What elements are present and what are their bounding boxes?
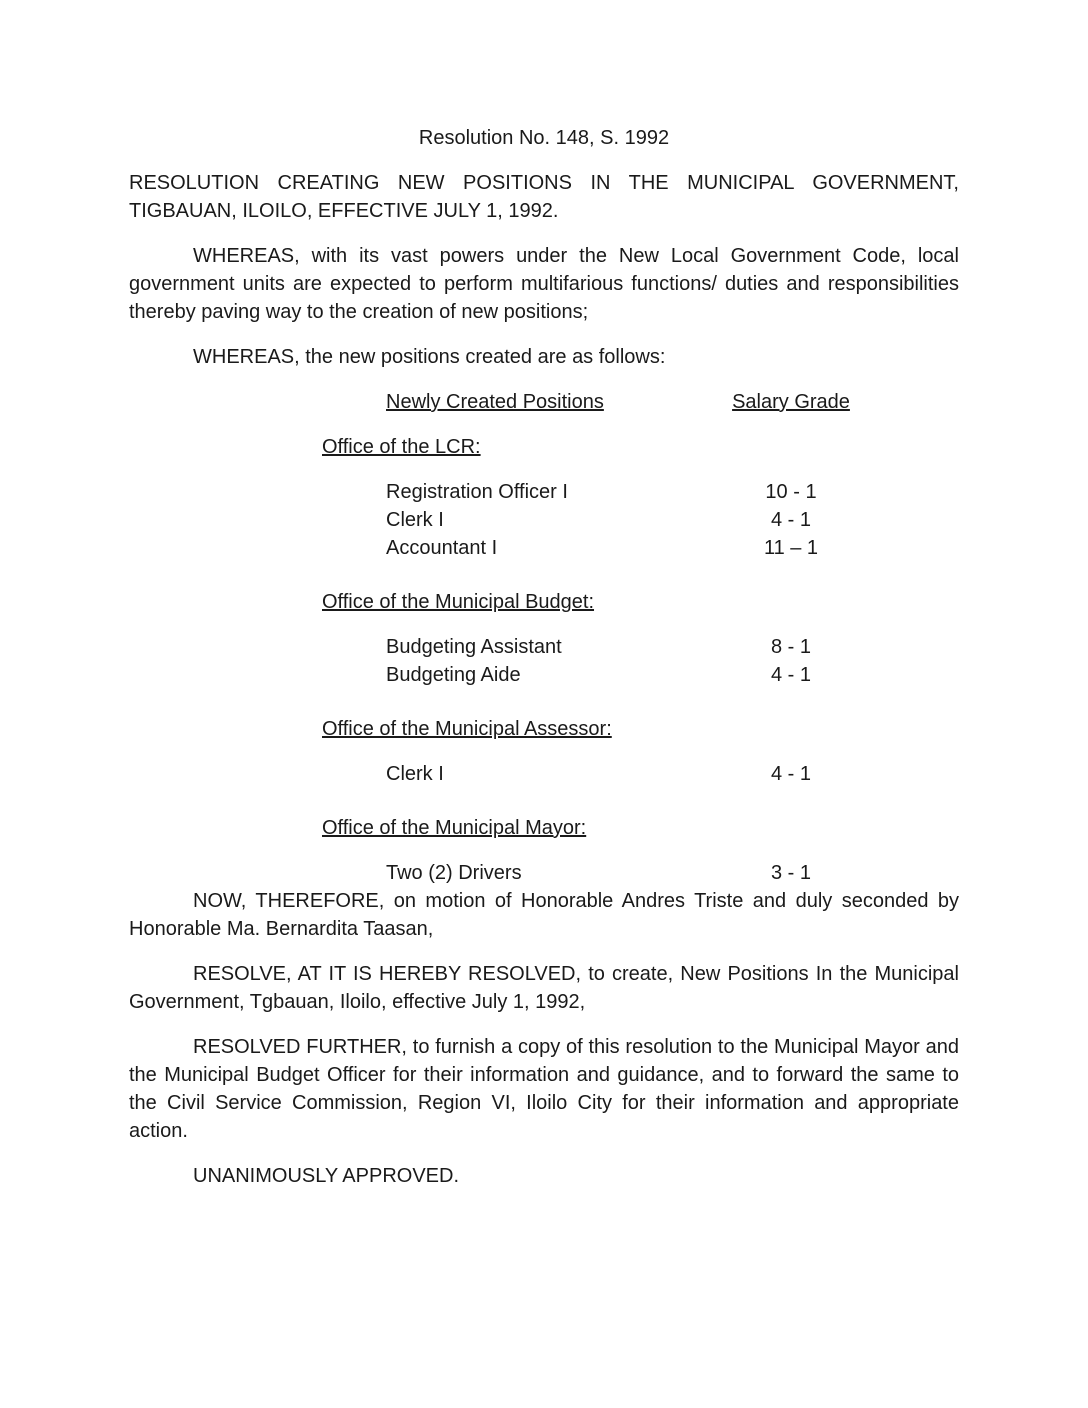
salary-grade: 11 – 1 bbox=[763, 537, 819, 559]
table-row bbox=[129, 534, 959, 562]
office-heading-municipal-budget: Office of the Municipal Budget: bbox=[322, 591, 595, 613]
column-header-salary-grade: Salary Grade bbox=[732, 391, 850, 413]
table-row bbox=[129, 760, 959, 788]
table-header-row bbox=[129, 388, 959, 416]
position-name: Registration Officer I bbox=[386, 481, 568, 503]
salary-grade: 10 - 1 bbox=[765, 481, 817, 503]
column-header-positions: Newly Created Positions bbox=[386, 391, 604, 413]
paragraph-resolved-further: RESOLVED FURTHER, to furnish a copy of this resolution to the Municipal Mayor and the Municipal Budget Officer for their information and guidance, and to forward the same to the Civil Service Commission, Region VI, Iloilo City for their information and appropriate action. bbox=[129, 1036, 959, 1142]
salary-grade: 3 - 1 bbox=[770, 862, 812, 884]
table-row bbox=[129, 633, 959, 661]
paragraph-whereas-powers: WHEREAS, with its vast powers under the New Local Government Code, local government units are expected to perform multifarious functions/ duties and responsibilities thereby paving way to the creation of new positions; bbox=[129, 245, 959, 323]
position-name: Accountant I bbox=[386, 537, 498, 559]
office-heading-municipal-assessor: Office of the Municipal Assessor: bbox=[322, 718, 612, 740]
position-name: Budgeting Aide bbox=[386, 664, 521, 686]
table-row bbox=[129, 478, 959, 506]
office-municipal-assessor-rows bbox=[129, 760, 959, 788]
positions-table bbox=[129, 388, 959, 887]
table-row bbox=[129, 859, 959, 887]
paragraph-whereas-positions: WHEREAS, the new positions created are as follows: bbox=[193, 346, 666, 368]
paragraph-subject: RESOLUTION CREATING NEW POSITIONS IN THE MUNICIPAL GOVERNMENT, TIGBAUAN, ILOILO, EFFECTIVE JULY 1, 1992. bbox=[129, 172, 959, 222]
paragraph-resolve: RESOLVE, AT IT IS HEREBY RESOLVED, to create, New Positions In the Municipal Government, Tgbauan, Iloilo, effective July 1, 1992, bbox=[129, 963, 959, 1013]
salary-grade: 8 - 1 bbox=[770, 636, 812, 658]
office-lcr-rows bbox=[129, 478, 959, 562]
office-heading-municipal-mayor: Office of the Municipal Mayor: bbox=[322, 817, 587, 839]
salary-grade: 4 - 1 bbox=[770, 664, 812, 686]
position-name: Clerk I bbox=[386, 763, 444, 785]
paragraph-now-therefore: NOW, THEREFORE, on motion of Honorable Andres Triste and duly seconded by Honorable Ma. Bernardita Taasan, bbox=[129, 890, 959, 940]
paragraph-approval: UNANIMOUSLY APPROVED. bbox=[193, 1165, 459, 1187]
office-heading-lcr: Office of the LCR: bbox=[322, 436, 481, 458]
office-municipal-mayor-rows bbox=[129, 859, 959, 887]
salary-grade: 4 - 1 bbox=[770, 763, 812, 785]
salary-grade: 4 - 1 bbox=[770, 509, 812, 531]
position-name: Clerk I bbox=[386, 509, 444, 531]
office-municipal-budget-rows bbox=[129, 633, 959, 689]
position-name: Two (2) Drivers bbox=[386, 862, 522, 884]
position-name: Budgeting Assistant bbox=[386, 636, 562, 658]
table-row bbox=[129, 506, 959, 534]
document-title: Resolution No. 148, S. 1992 bbox=[418, 127, 670, 149]
table-row bbox=[129, 661, 959, 689]
